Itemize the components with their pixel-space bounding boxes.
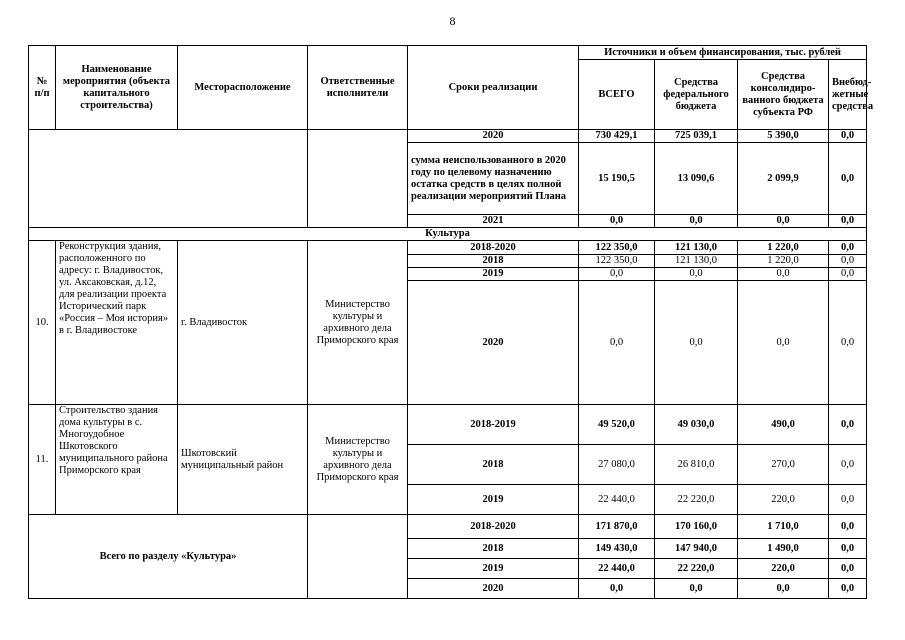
header-total: ВСЕГО: [579, 60, 655, 130]
header-sources: Источники и объем финансирования, тыс. рублей: [579, 46, 867, 60]
consolidated-cell: 2 099,9: [738, 143, 829, 215]
offbudget-cell: 0,0: [829, 281, 867, 405]
consolidated-cell: 1 710,0: [738, 515, 829, 539]
section-title: Культура: [29, 228, 867, 241]
table-row: [29, 515, 867, 539]
header-executors: Ответственные исполнители: [308, 46, 408, 130]
total-cell: 0,0: [579, 268, 655, 281]
consolidated-cell: 1 220,0: [738, 255, 829, 268]
header-terms: Сроки реализации: [408, 46, 579, 130]
item-name: Строительство здания дома культуры в с. Многоудобное Шкотовского муниципального района Приморского края: [56, 405, 178, 515]
federal-cell: 170 160,0: [655, 515, 738, 539]
offbudget-cell: 0,0: [829, 130, 867, 143]
term-cell: 2018: [408, 255, 579, 268]
federal-cell: 13 090,6: [655, 143, 738, 215]
total-cell: 171 870,0: [579, 515, 655, 539]
header-federal: Средства федерального бюджета: [655, 60, 738, 130]
consolidated-cell: 490,0: [738, 405, 829, 445]
total-cell: 22 440,0: [579, 559, 655, 579]
offbudget-cell: 0,0: [829, 215, 867, 228]
total-cell: 15 190,5: [579, 143, 655, 215]
consolidated-cell: 220,0: [738, 559, 829, 579]
offbudget-cell: 0,0: [829, 241, 867, 255]
item-executor: Министерство культуры и архивного дела Приморского края: [308, 405, 408, 515]
empty-cell: [29, 130, 308, 228]
total-cell: 0,0: [579, 579, 655, 599]
consolidated-cell: 1 220,0: [738, 241, 829, 255]
total-cell: 0,0: [579, 281, 655, 405]
offbudget-cell: 0,0: [829, 268, 867, 281]
term-cell: 2018-2020: [408, 515, 579, 539]
offbudget-cell: 0,0: [829, 255, 867, 268]
item-number: 11.: [29, 405, 56, 515]
item-name: Реконструкция здания, расположенного по адресу: г. Владивосток, ул. Аксаковская, д.12, для реализации проекта Исторический парк «Россия – Моя история» в г. Владивостоке: [56, 241, 178, 405]
offbudget-cell: 0,0: [829, 405, 867, 445]
total-cell: 27 080,0: [579, 445, 655, 485]
total-cell: 149 430,0: [579, 539, 655, 559]
table-row: [29, 130, 867, 143]
header-consolidated: Средства консолидиро-ванного бюджета субъекта РФ: [738, 60, 829, 130]
consolidated-cell: 220,0: [738, 485, 829, 515]
federal-cell: 22 220,0: [655, 485, 738, 515]
term-cell: 2020: [408, 579, 579, 599]
federal-cell: 0,0: [655, 268, 738, 281]
offbudget-cell: 0,0: [829, 515, 867, 539]
total-cell: 0,0: [579, 215, 655, 228]
term-cell: 2019: [408, 268, 579, 281]
offbudget-cell: 0,0: [829, 445, 867, 485]
offbudget-cell: 0,0: [829, 559, 867, 579]
total-cell: 122 350,0: [579, 241, 655, 255]
consolidated-cell: 0,0: [738, 268, 829, 281]
federal-cell: 0,0: [655, 215, 738, 228]
term-cell: 2021: [408, 215, 579, 228]
term-cell: 2018-2019: [408, 405, 579, 445]
header-offbudget: Внебюд-жетные средства: [829, 60, 867, 130]
term-cell: сумма неиспользованного в 2020 году по целевому назначению остатка средств в целях полной реализации мероприятий Плана: [408, 143, 579, 215]
offbudget-cell: 0,0: [829, 539, 867, 559]
item-number: 10.: [29, 241, 56, 405]
federal-cell: 0,0: [655, 579, 738, 599]
offbudget-cell: 0,0: [829, 485, 867, 515]
financing-table: [28, 45, 874, 599]
federal-cell: 49 030,0: [655, 405, 738, 445]
consolidated-cell: 0,0: [738, 579, 829, 599]
term-cell: 2019: [408, 559, 579, 579]
federal-cell: 26 810,0: [655, 445, 738, 485]
total-cell: 730 429,1: [579, 130, 655, 143]
term-cell: 2019: [408, 485, 579, 515]
header-name: Наименование мероприятия (объекта капитального строительства): [56, 46, 178, 130]
summary-label: Всего по разделу «Культура»: [29, 515, 308, 599]
table-row: [29, 241, 867, 255]
federal-cell: 121 130,0: [655, 255, 738, 268]
term-cell: 2018: [408, 539, 579, 559]
term-cell: 2020: [408, 130, 579, 143]
consolidated-cell: 0,0: [738, 215, 829, 228]
table-row: [29, 405, 867, 445]
empty-cell: [308, 130, 408, 228]
header-row-1: [29, 46, 867, 60]
federal-cell: 0,0: [655, 281, 738, 405]
total-cell: 122 350,0: [579, 255, 655, 268]
header-num: № п/п: [29, 46, 56, 130]
page-number: 8: [449, 14, 456, 28]
consolidated-cell: 1 490,0: [738, 539, 829, 559]
federal-cell: 22 220,0: [655, 559, 738, 579]
section-row: [29, 228, 867, 241]
item-location: Шкотовский муниципальный район: [178, 405, 308, 515]
item-location: г. Владивосток: [178, 241, 308, 405]
term-cell: 2020: [408, 281, 579, 405]
consolidated-cell: 5 390,0: [738, 130, 829, 143]
offbudget-cell: 0,0: [829, 579, 867, 599]
federal-cell: 147 940,0: [655, 539, 738, 559]
term-cell: 2018: [408, 445, 579, 485]
item-executor: Министерство культуры и архивного дела Приморского края: [308, 241, 408, 405]
header-location: Месторасположение: [178, 46, 308, 130]
consolidated-cell: 0,0: [738, 281, 829, 405]
federal-cell: 121 130,0: [655, 241, 738, 255]
empty-cell: [308, 515, 408, 599]
total-cell: 22 440,0: [579, 485, 655, 515]
consolidated-cell: 270,0: [738, 445, 829, 485]
federal-cell: 725 039,1: [655, 130, 738, 143]
term-cell: 2018-2020: [408, 241, 579, 255]
offbudget-cell: 0,0: [829, 143, 867, 215]
total-cell: 49 520,0: [579, 405, 655, 445]
